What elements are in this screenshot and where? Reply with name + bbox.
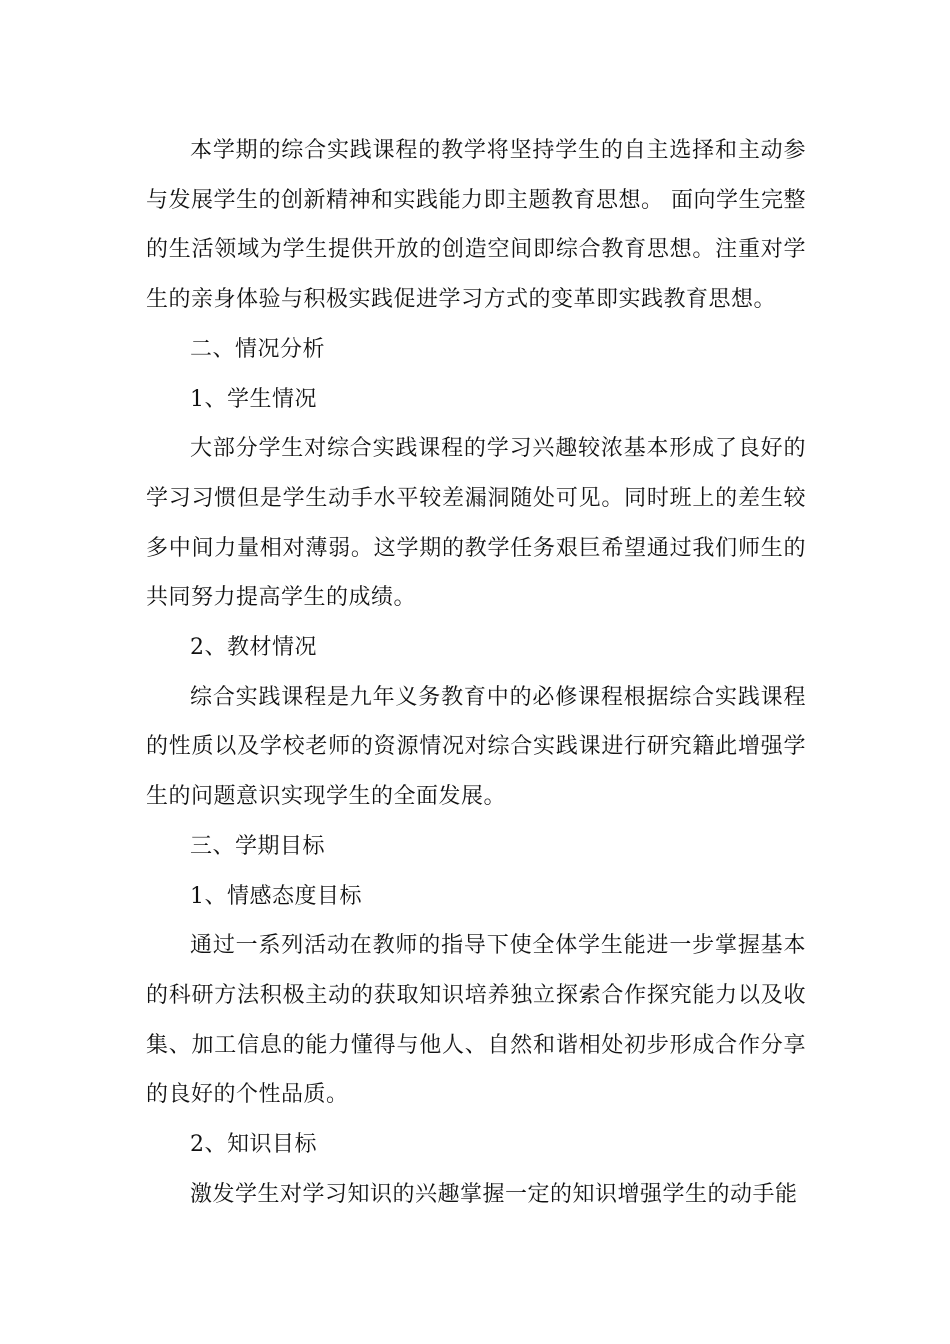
heading-semester-goals: 三、学期目标 bbox=[190, 833, 326, 859]
paragraph-emotional-goals: 通过一系列活动在教师的指导下使全体学生能进一步掌握基本的科研方法积极主动的获取知识培养独立探索合作探究能力以及收集、加工信息的能力懂得与他人、自然和谐相处初步形成合作分享的良好的个性品质。 bbox=[146, 933, 806, 1108]
paragraph-textbook-situation: 综合实践课程是九年义务教育中的必修课程根据综合实践课程的性质以及学校老师的资源情况对综合实践课进行研究籍此增强学生的问题意识实现学生的全面发展。 bbox=[146, 684, 806, 810]
paragraph-knowledge-goals: 激发学生对学习知识的兴趣掌握一定的知识增强学生的动手能 bbox=[190, 1181, 798, 1207]
subheading-knowledge-goals: 2、知识目标 bbox=[190, 1132, 317, 1158]
paragraph-student-situation: 大部分学生对综合实践课程的学习兴趣较浓基本形成了良好的学习习惯但是学生动手水平较差漏洞随处可见。同时班上的差生较多中间力量相对薄弱。这学期的教学任务艰巨希望通过我们师生的共同努力提高学生的成绩。 bbox=[146, 436, 806, 611]
heading-situation-analysis: 二、情况分析 bbox=[190, 336, 326, 362]
document-body bbox=[146, 126, 806, 1219]
subheading-student-situation: 1、学生情况 bbox=[190, 386, 317, 412]
subheading-emotional-goals: 1、情感态度目标 bbox=[190, 883, 362, 909]
paragraph-intro: 本学期的综合实践课程的教学将坚持学生的自主选择和主动参与发展学生的创新精神和实践能力即主题教育思想。 面向学生完整的生活领域为学生提供开放的创造空间即综合教育思想。注重对学生的亲身体验与积极实践促进学习方式的变革即实践教育思想。 bbox=[146, 138, 806, 313]
subheading-textbook-situation: 2、教材情况 bbox=[190, 635, 317, 661]
